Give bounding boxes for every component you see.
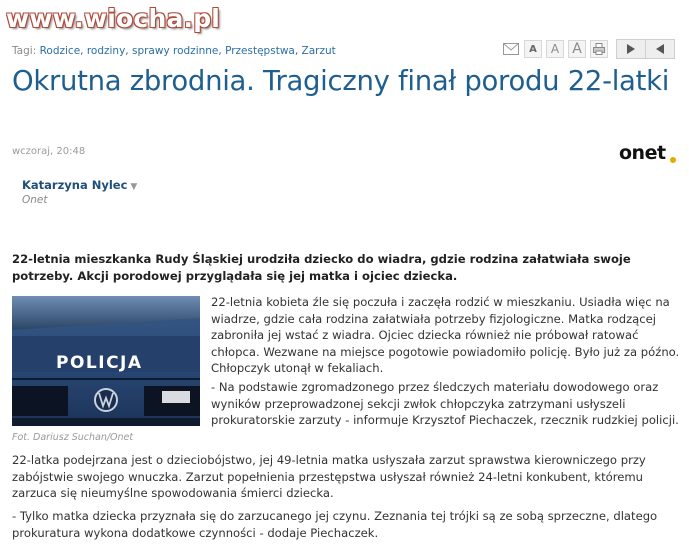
article-paragraph: 22-letnia kobieta źle się poczuła i zaczęła rodzić w mieszkaniu. Usiadła więc na wiadrze, gdzie cała rodzina załatwiała potrzeby fizjologiczne. Matka rodzącej zabroniła jej wstać z wiadra. Ojciec dziecka również nie próbował ratować chłopca. Wezwane na miejsce pogotowie powiadomiło policję. Było już za późno. Chłopczyk utonął w fekaliach. — [211, 295, 680, 375]
article-title: Okrutna zbrodnia. Tragiczny finał porodu 22-latki — [12, 65, 670, 97]
play-icon[interactable] — [617, 40, 645, 58]
print-icon[interactable] — [590, 40, 608, 58]
watermark-logo: www.wiocha.pl — [6, 4, 221, 33]
police-sign-text: POLICJA — [56, 353, 143, 373]
article-photo — [12, 296, 200, 426]
article-author[interactable] — [22, 178, 137, 192]
tag-link-charge[interactable]: Zarzut — [301, 45, 336, 57]
tag-link-crime[interactable]: Przestępstwa — [225, 45, 295, 57]
chevron-down-icon[interactable]: ▼ — [130, 182, 138, 192]
article-lead: 22-letnia mieszkanka Rudy Śląskiej urodziła dziecko do wiadra, gdzie rodzina załatwiała swoje potrzeby. Akcji porodowej przyglądała się jej matka i ojciec dziecka. — [12, 252, 631, 283]
author-name[interactable]: Katarzyna Nylec — [22, 178, 128, 192]
mail-icon[interactable] — [502, 40, 520, 58]
font-small-button[interactable]: A — [524, 40, 542, 58]
article-paragraph: 22-latka podejrzana jest o dzieciobójstwo, jej 49-letnia matka usłyszała zarzut sprawstwa kierowniczego przy zabójstwie swojego wnuczka. Zarzut popełnienia przestępstwa usłyszał również 24-letni konkubent, któremu zarzuca się nieumyślne spowodowania śmierci dziecka. — [12, 453, 646, 500]
onet-logo-dot — [670, 157, 676, 163]
back-icon[interactable] — [645, 40, 674, 58]
tags-line: Tagi: Rodzice, rodziny, sprawy rodzinne, Przestępstwa, Zarzut — [12, 45, 336, 57]
font-large-button[interactable]: A — [568, 40, 586, 58]
article-date: wczoraj, 20:48 — [12, 146, 86, 157]
article-source: Onet — [22, 194, 48, 206]
article-paragraph: - Tylko matka dziecka przyznała się do zarzucanego jej czynu. Zeznania tej trójki są ze sobą sprzeczne, dlatego prokuratura wykona dodatkowe czynności - dodaje Piechaczek. — [12, 509, 658, 540]
article-toolbar — [502, 39, 675, 59]
article-paragraph: - Na podstawie zgromadzonego przez śledczych materiału dowodowego oraz wyników przeprowadzonej sekcji zwłok chłopczyka zatrzymani usłyszeli prokuratorskie zarzuty - informuje Krzysztof Piechaczek, rzecznik rudzkiej policji. — [211, 380, 679, 427]
tag-link-family[interactable]: Rodzice, rodziny, sprawy rodzinne — [39, 45, 219, 57]
font-medium-button[interactable]: A — [546, 40, 564, 58]
onet-logo[interactable]: onet — [619, 142, 666, 164]
navigation-arrows — [616, 39, 675, 59]
tags-label: Tagi: — [12, 45, 37, 57]
photo-caption: Fot. Dariusz Suchan/Onet — [12, 432, 134, 443]
